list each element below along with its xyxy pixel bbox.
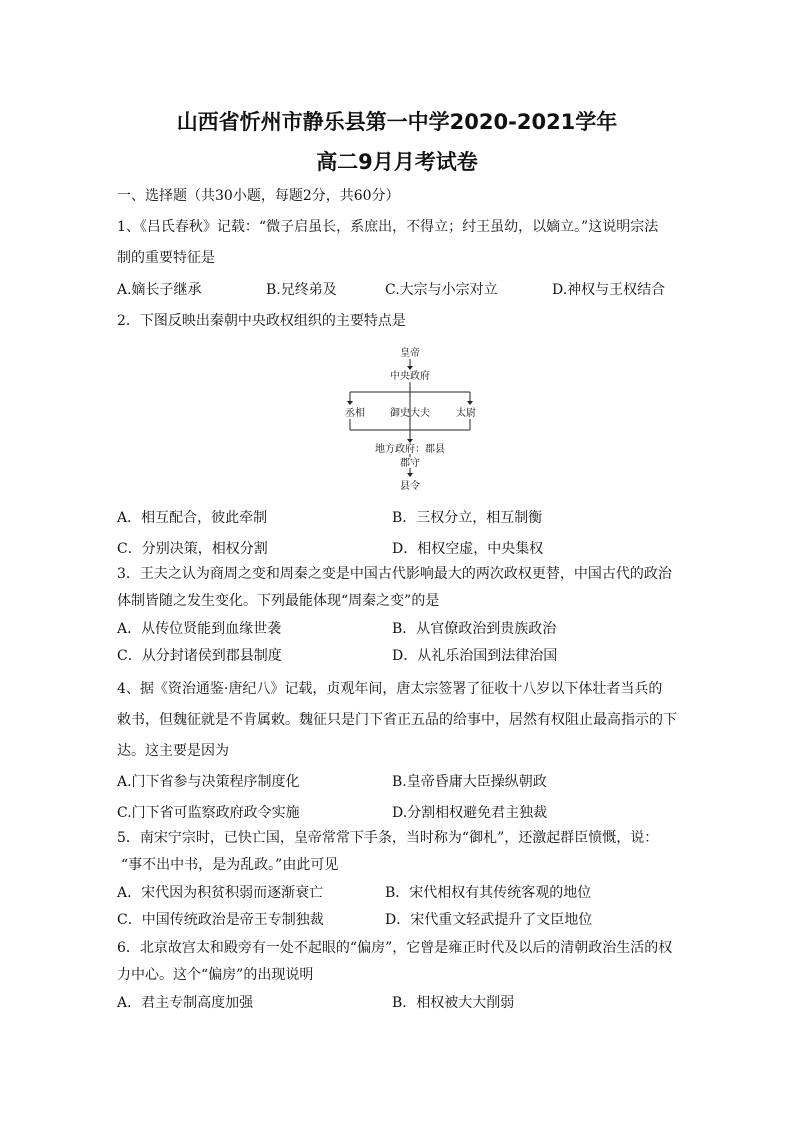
q6-option-a: A．君主专制高度加强: [117, 995, 254, 1011]
exam-title-line1: 山西省忻州市静乐县第一中学2020-2021学年: [176, 110, 618, 134]
qin-government-diagram: [330, 344, 490, 494]
diagram-central-government: 中央政府: [390, 371, 430, 382]
q2-option-b: B．三权分立，相互制衡: [392, 510, 543, 526]
section-heading: 一、选择题（共30小题，每题2分，共60分）: [117, 188, 400, 204]
q2-option-d: D．相权空虚，中央集权: [392, 541, 544, 557]
diagram-local-government: 地方政府：郡县: [375, 444, 445, 455]
q6-stem-line1: 6．北京故宫太和殿旁有一处不起眼的“偏房”，它曾是雍正时代及以后的清朝政治生活的权: [117, 940, 673, 956]
q3-stem-line2: 体制皆随之发生变化。下列最能体现“周秦之变”的是: [117, 593, 440, 609]
q2-stem: 2．下图反映出秦朝中央政权组织的主要特点是: [117, 313, 406, 329]
q4-stem-line1: 4、据《资治通鉴·唐纪八》记载，贞观年间，唐太宗签署了征收十八岁以下体壮者当兵的: [117, 681, 663, 697]
q5-stem-line2: “事不出中书，是为乱政。”由此可见: [121, 857, 339, 873]
q4-option-b: B.皇帝昏庸大臣操纵朝政: [392, 774, 547, 790]
diagram-censor: 御史大夫: [390, 408, 430, 419]
q2-option-a: A．相互配合，彼此牵制: [117, 510, 268, 526]
q4-option-d: D.分割相权避免君主独裁: [392, 805, 548, 821]
q4-option-a: A.门下省参与决策程序制度化: [117, 774, 300, 790]
q3-option-a: A．从传位贤能到血缘世袭: [117, 621, 282, 637]
q4-stem-line3: 达。这主要是因为: [117, 743, 229, 759]
q5-option-a: A．宋代因为积贫积弱而逐渐衰亡: [117, 885, 324, 901]
q5-option-d: D．宋代重文轻武提升了文臣地位: [385, 912, 593, 928]
q4-stem-line2: 敕书，但魏征就是不肯属敕。魏征只是门下省正五品的给事中，居然有权阻止最高指示的下: [117, 712, 677, 728]
q1-option-d: D.神权与王权结合: [552, 282, 666, 298]
exam-title-line2: 高二9月月考试卷: [316, 150, 478, 174]
q4-option-c: C.门下省可监察政府政令实施: [117, 805, 300, 821]
q3-option-d: D．从礼乐治国到法律治国: [392, 648, 558, 664]
q3-option-b: B．从官僚政治到贵族政治: [392, 621, 557, 637]
q5-option-c: C．中国传统政治是帝王专制独裁: [117, 912, 324, 928]
diagram-emperor: 皇帝: [400, 348, 420, 359]
q6-option-b: B．相权被大大削弱: [392, 995, 515, 1011]
diagram-prefect: 郡守: [400, 458, 420, 469]
q1-stem-line1: 1、《吕氏春秋》记载：“微子启虽长，系庶出，不得立；纣王虽幼，以嫡立。”这说明宗法: [117, 219, 659, 235]
diagram-chancellor: 丞相: [345, 408, 365, 419]
q1-option-c: C.大宗与小宗对立: [385, 282, 498, 298]
diagram-commandant: 太尉: [456, 408, 476, 419]
q3-option-c: C．从分封诸侯到郡县制度: [117, 648, 282, 664]
q2-option-c: C．分别决策，相权分割: [117, 541, 268, 557]
q1-option-a: A.嫡长子继承: [117, 282, 202, 298]
diagram-county-magistrate: 县令: [400, 481, 420, 492]
q5-stem-line1: 5．南宋宁宗时，已快亡国，皇帝常常下手条，当时称为“御札”，还激起群臣愤慨，说：: [117, 830, 659, 846]
q6-stem-line2: 力中心。这个“偏房”的出现说明: [117, 967, 314, 983]
q5-option-b: B．宋代相权有其传统客观的地位: [385, 885, 592, 901]
q3-stem-line1: 3．王夫之认为商周之变和周秦之变是中国古代影响最大的两次政权更替，中国古代的政治: [117, 566, 672, 582]
q1-option-b: B.兄终弟及: [266, 282, 337, 298]
q1-stem-line2: 制的重要特征是: [117, 250, 215, 266]
